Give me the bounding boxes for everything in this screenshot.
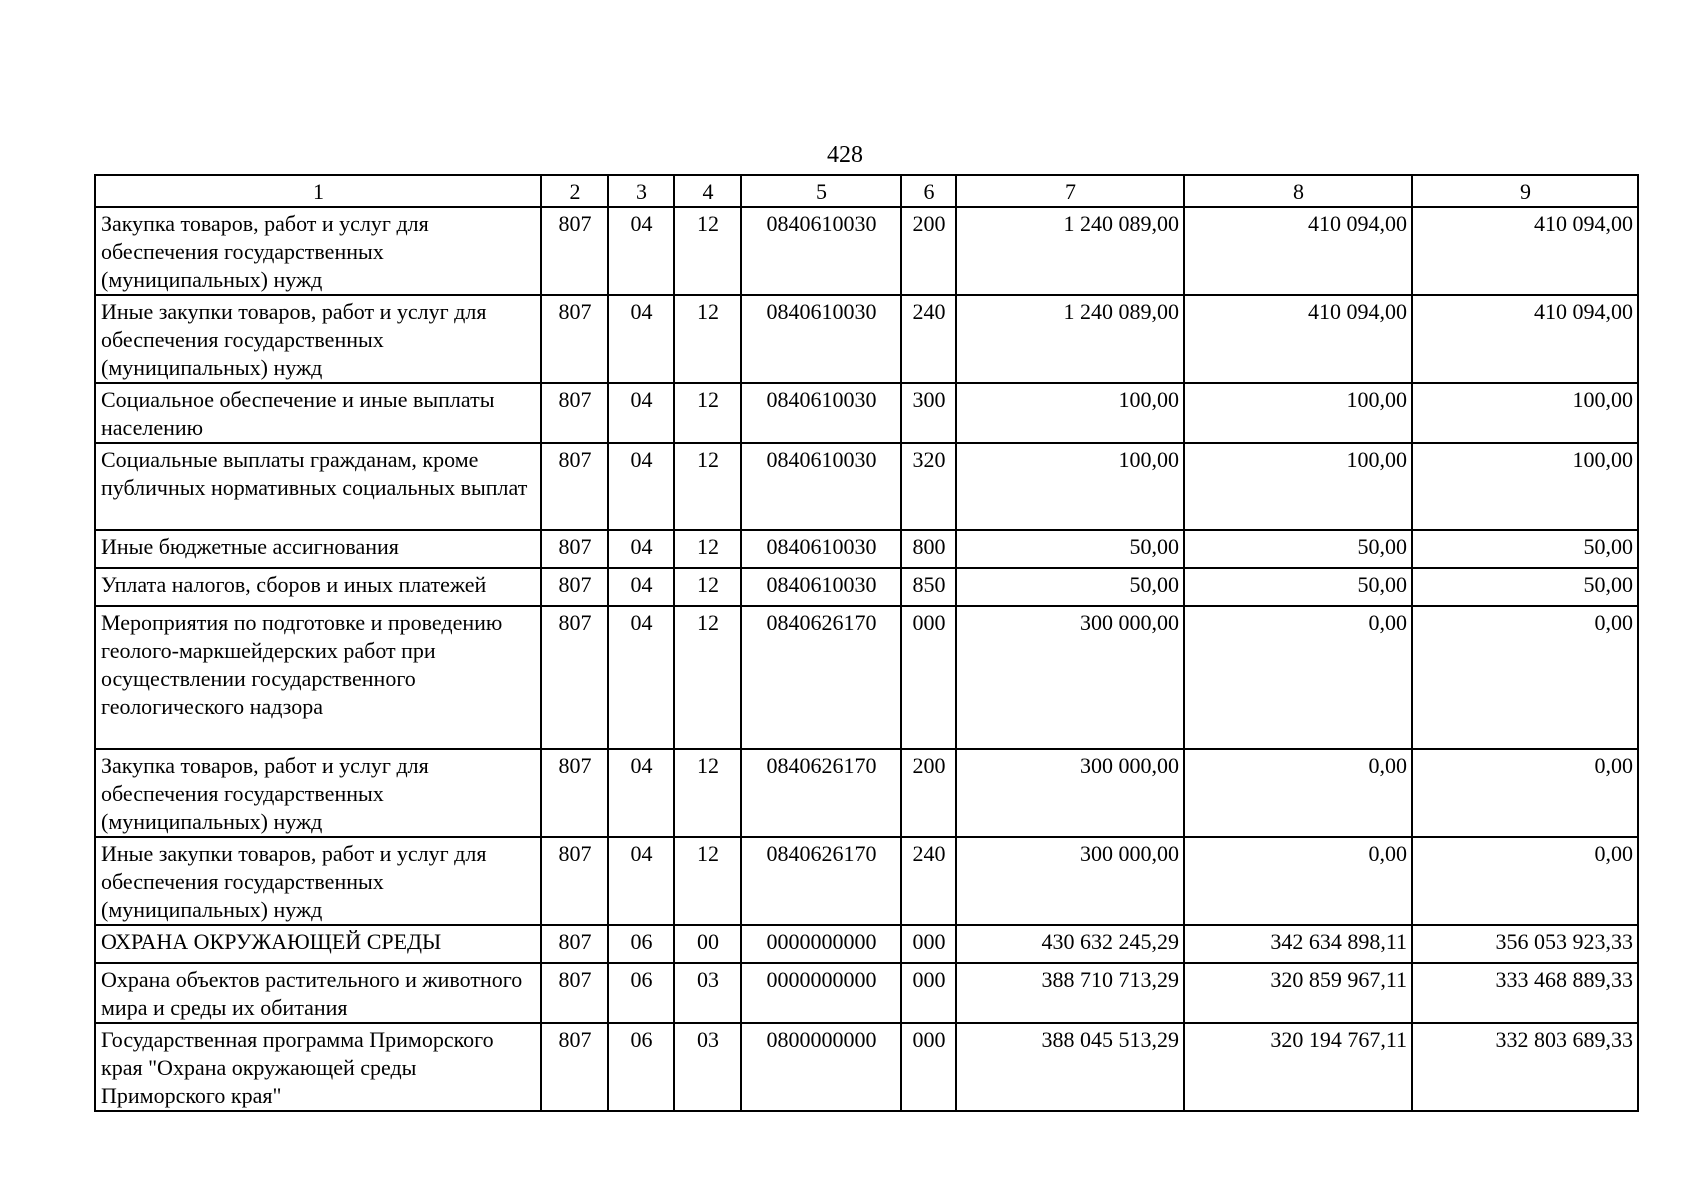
item-name: Иные бюджетные ассигнования [95, 530, 541, 568]
header-row [95, 175, 1638, 207]
amount-cell: 342 634 898,11 [1184, 925, 1412, 963]
code-cell: 807 [541, 568, 608, 606]
amount-cell: 1 240 089,00 [956, 207, 1184, 295]
amount-cell: 430 632 245,29 [956, 925, 1184, 963]
code-cell: 320 [901, 443, 956, 530]
code-cell: 0840626170 [741, 606, 901, 749]
amount-cell: 410 094,00 [1412, 295, 1638, 383]
code-cell: 807 [541, 925, 608, 963]
code-cell: 300 [901, 383, 956, 443]
item-name: ОХРАНА ОКРУЖАЮЩЕЙ СРЕДЫ [95, 925, 541, 963]
item-name: Иные закупки товаров, работ и услуг для обеспечения государственных (муниципальных) нужд [95, 295, 541, 383]
item-name: Закупка товаров, работ и услуг для обеспечения государственных (муниципальных) нужд [95, 749, 541, 837]
code-cell: 000 [901, 606, 956, 749]
code-cell: 04 [608, 530, 674, 568]
code-cell: 240 [901, 837, 956, 925]
code-cell: 000 [901, 963, 956, 1023]
code-cell: 0000000000 [741, 925, 901, 963]
code-cell: 12 [674, 837, 741, 925]
table-row [95, 568, 1638, 606]
column-header: 1 [95, 175, 541, 207]
table-row [95, 443, 1638, 530]
code-cell: 0840610030 [741, 530, 901, 568]
amount-cell: 320 194 767,11 [1184, 1023, 1412, 1111]
amount-cell: 320 859 967,11 [1184, 963, 1412, 1023]
code-cell: 06 [608, 963, 674, 1023]
amount-cell: 50,00 [1184, 568, 1412, 606]
code-cell: 04 [608, 295, 674, 383]
amount-cell: 0,00 [1412, 749, 1638, 837]
code-cell: 0840626170 [741, 749, 901, 837]
code-cell: 807 [541, 963, 608, 1023]
code-cell: 0000000000 [741, 963, 901, 1023]
column-header: 4 [674, 175, 741, 207]
code-cell: 807 [541, 1023, 608, 1111]
table-row [95, 530, 1638, 568]
code-cell: 0840610030 [741, 568, 901, 606]
code-cell: 000 [901, 1023, 956, 1111]
code-cell: 807 [541, 606, 608, 749]
budget-table [94, 174, 1639, 1112]
code-cell: 04 [608, 606, 674, 749]
column-header: 2 [541, 175, 608, 207]
code-cell: 12 [674, 383, 741, 443]
amount-cell: 100,00 [1184, 443, 1412, 530]
item-name: Охрана объектов растительного и животного мира и среды их обитания [95, 963, 541, 1023]
amount-cell: 388 045 513,29 [956, 1023, 1184, 1111]
page-number: 428 [827, 142, 863, 168]
column-header: 5 [741, 175, 901, 207]
code-cell: 04 [608, 443, 674, 530]
table-row [95, 963, 1638, 1023]
code-cell: 0840626170 [741, 837, 901, 925]
amount-cell: 0,00 [1184, 749, 1412, 837]
amount-cell: 300 000,00 [956, 749, 1184, 837]
amount-cell: 1 240 089,00 [956, 295, 1184, 383]
amount-cell: 100,00 [1412, 383, 1638, 443]
code-cell: 04 [608, 207, 674, 295]
column-header: 6 [901, 175, 956, 207]
code-cell: 03 [674, 1023, 741, 1111]
code-cell: 800 [901, 530, 956, 568]
amount-cell: 100,00 [1184, 383, 1412, 443]
code-cell: 807 [541, 837, 608, 925]
code-cell: 04 [608, 568, 674, 606]
code-cell: 0840610030 [741, 207, 901, 295]
amount-cell: 100,00 [1412, 443, 1638, 530]
item-name: Уплата налогов, сборов и иных платежей [95, 568, 541, 606]
code-cell: 807 [541, 207, 608, 295]
code-cell: 240 [901, 295, 956, 383]
table-row [95, 837, 1638, 925]
amount-cell: 50,00 [1412, 568, 1638, 606]
column-header: 9 [1412, 175, 1638, 207]
column-header: 7 [956, 175, 1184, 207]
item-name: Закупка товаров, работ и услуг для обеспечения государственных (муниципальных) нужд [95, 207, 541, 295]
code-cell: 807 [541, 530, 608, 568]
code-cell: 000 [901, 925, 956, 963]
item-name: Социальное обеспечение и иные выплаты населению [95, 383, 541, 443]
code-cell: 12 [674, 568, 741, 606]
code-cell: 04 [608, 837, 674, 925]
amount-cell: 0,00 [1412, 837, 1638, 925]
code-cell: 200 [901, 749, 956, 837]
amount-cell: 100,00 [956, 443, 1184, 530]
amount-cell: 300 000,00 [956, 606, 1184, 749]
amount-cell: 50,00 [1412, 530, 1638, 568]
code-cell: 807 [541, 295, 608, 383]
amount-cell: 0,00 [1412, 606, 1638, 749]
amount-cell: 333 468 889,33 [1412, 963, 1638, 1023]
table-row [95, 925, 1638, 963]
column-header: 3 [608, 175, 674, 207]
code-cell: 12 [674, 749, 741, 837]
code-cell: 0840610030 [741, 383, 901, 443]
code-cell: 12 [674, 207, 741, 295]
item-name: Иные закупки товаров, работ и услуг для обеспечения государственных (муниципальных) нужд [95, 837, 541, 925]
amount-cell: 410 094,00 [1184, 295, 1412, 383]
code-cell: 00 [674, 925, 741, 963]
amount-cell: 100,00 [956, 383, 1184, 443]
code-cell: 200 [901, 207, 956, 295]
amount-cell: 410 094,00 [1412, 207, 1638, 295]
item-name: Государственная программа Приморского края "Охрана окружающей среды Приморского края" [95, 1023, 541, 1111]
table-row [95, 383, 1638, 443]
column-header: 8 [1184, 175, 1412, 207]
code-cell: 807 [541, 443, 608, 530]
code-cell: 0800000000 [741, 1023, 901, 1111]
amount-cell: 0,00 [1184, 606, 1412, 749]
code-cell: 807 [541, 749, 608, 837]
table-row [95, 1023, 1638, 1111]
table-row [95, 606, 1638, 749]
amount-cell: 356 053 923,33 [1412, 925, 1638, 963]
code-cell: 12 [674, 443, 741, 530]
code-cell: 850 [901, 568, 956, 606]
code-cell: 807 [541, 383, 608, 443]
amount-cell: 50,00 [956, 530, 1184, 568]
table-row [95, 749, 1638, 837]
code-cell: 12 [674, 606, 741, 749]
item-name: Мероприятия по подготовке и проведению геолого-маркшейдерских работ при осуществлении государственного геологического надзора [95, 606, 541, 749]
amount-cell: 388 710 713,29 [956, 963, 1184, 1023]
amount-cell: 300 000,00 [956, 837, 1184, 925]
code-cell: 03 [674, 963, 741, 1023]
code-cell: 12 [674, 530, 741, 568]
amount-cell: 332 803 689,33 [1412, 1023, 1638, 1111]
code-cell: 0840610030 [741, 295, 901, 383]
amount-cell: 50,00 [956, 568, 1184, 606]
table-row [95, 295, 1638, 383]
code-cell: 12 [674, 295, 741, 383]
code-cell: 0840610030 [741, 443, 901, 530]
code-cell: 04 [608, 383, 674, 443]
item-name: Социальные выплаты гражданам, кроме публичных нормативных социальных выплат [95, 443, 541, 530]
amount-cell: 50,00 [1184, 530, 1412, 568]
code-cell: 06 [608, 1023, 674, 1111]
code-cell: 04 [608, 749, 674, 837]
amount-cell: 410 094,00 [1184, 207, 1412, 295]
amount-cell: 0,00 [1184, 837, 1412, 925]
code-cell: 06 [608, 925, 674, 963]
table-row [95, 207, 1638, 295]
